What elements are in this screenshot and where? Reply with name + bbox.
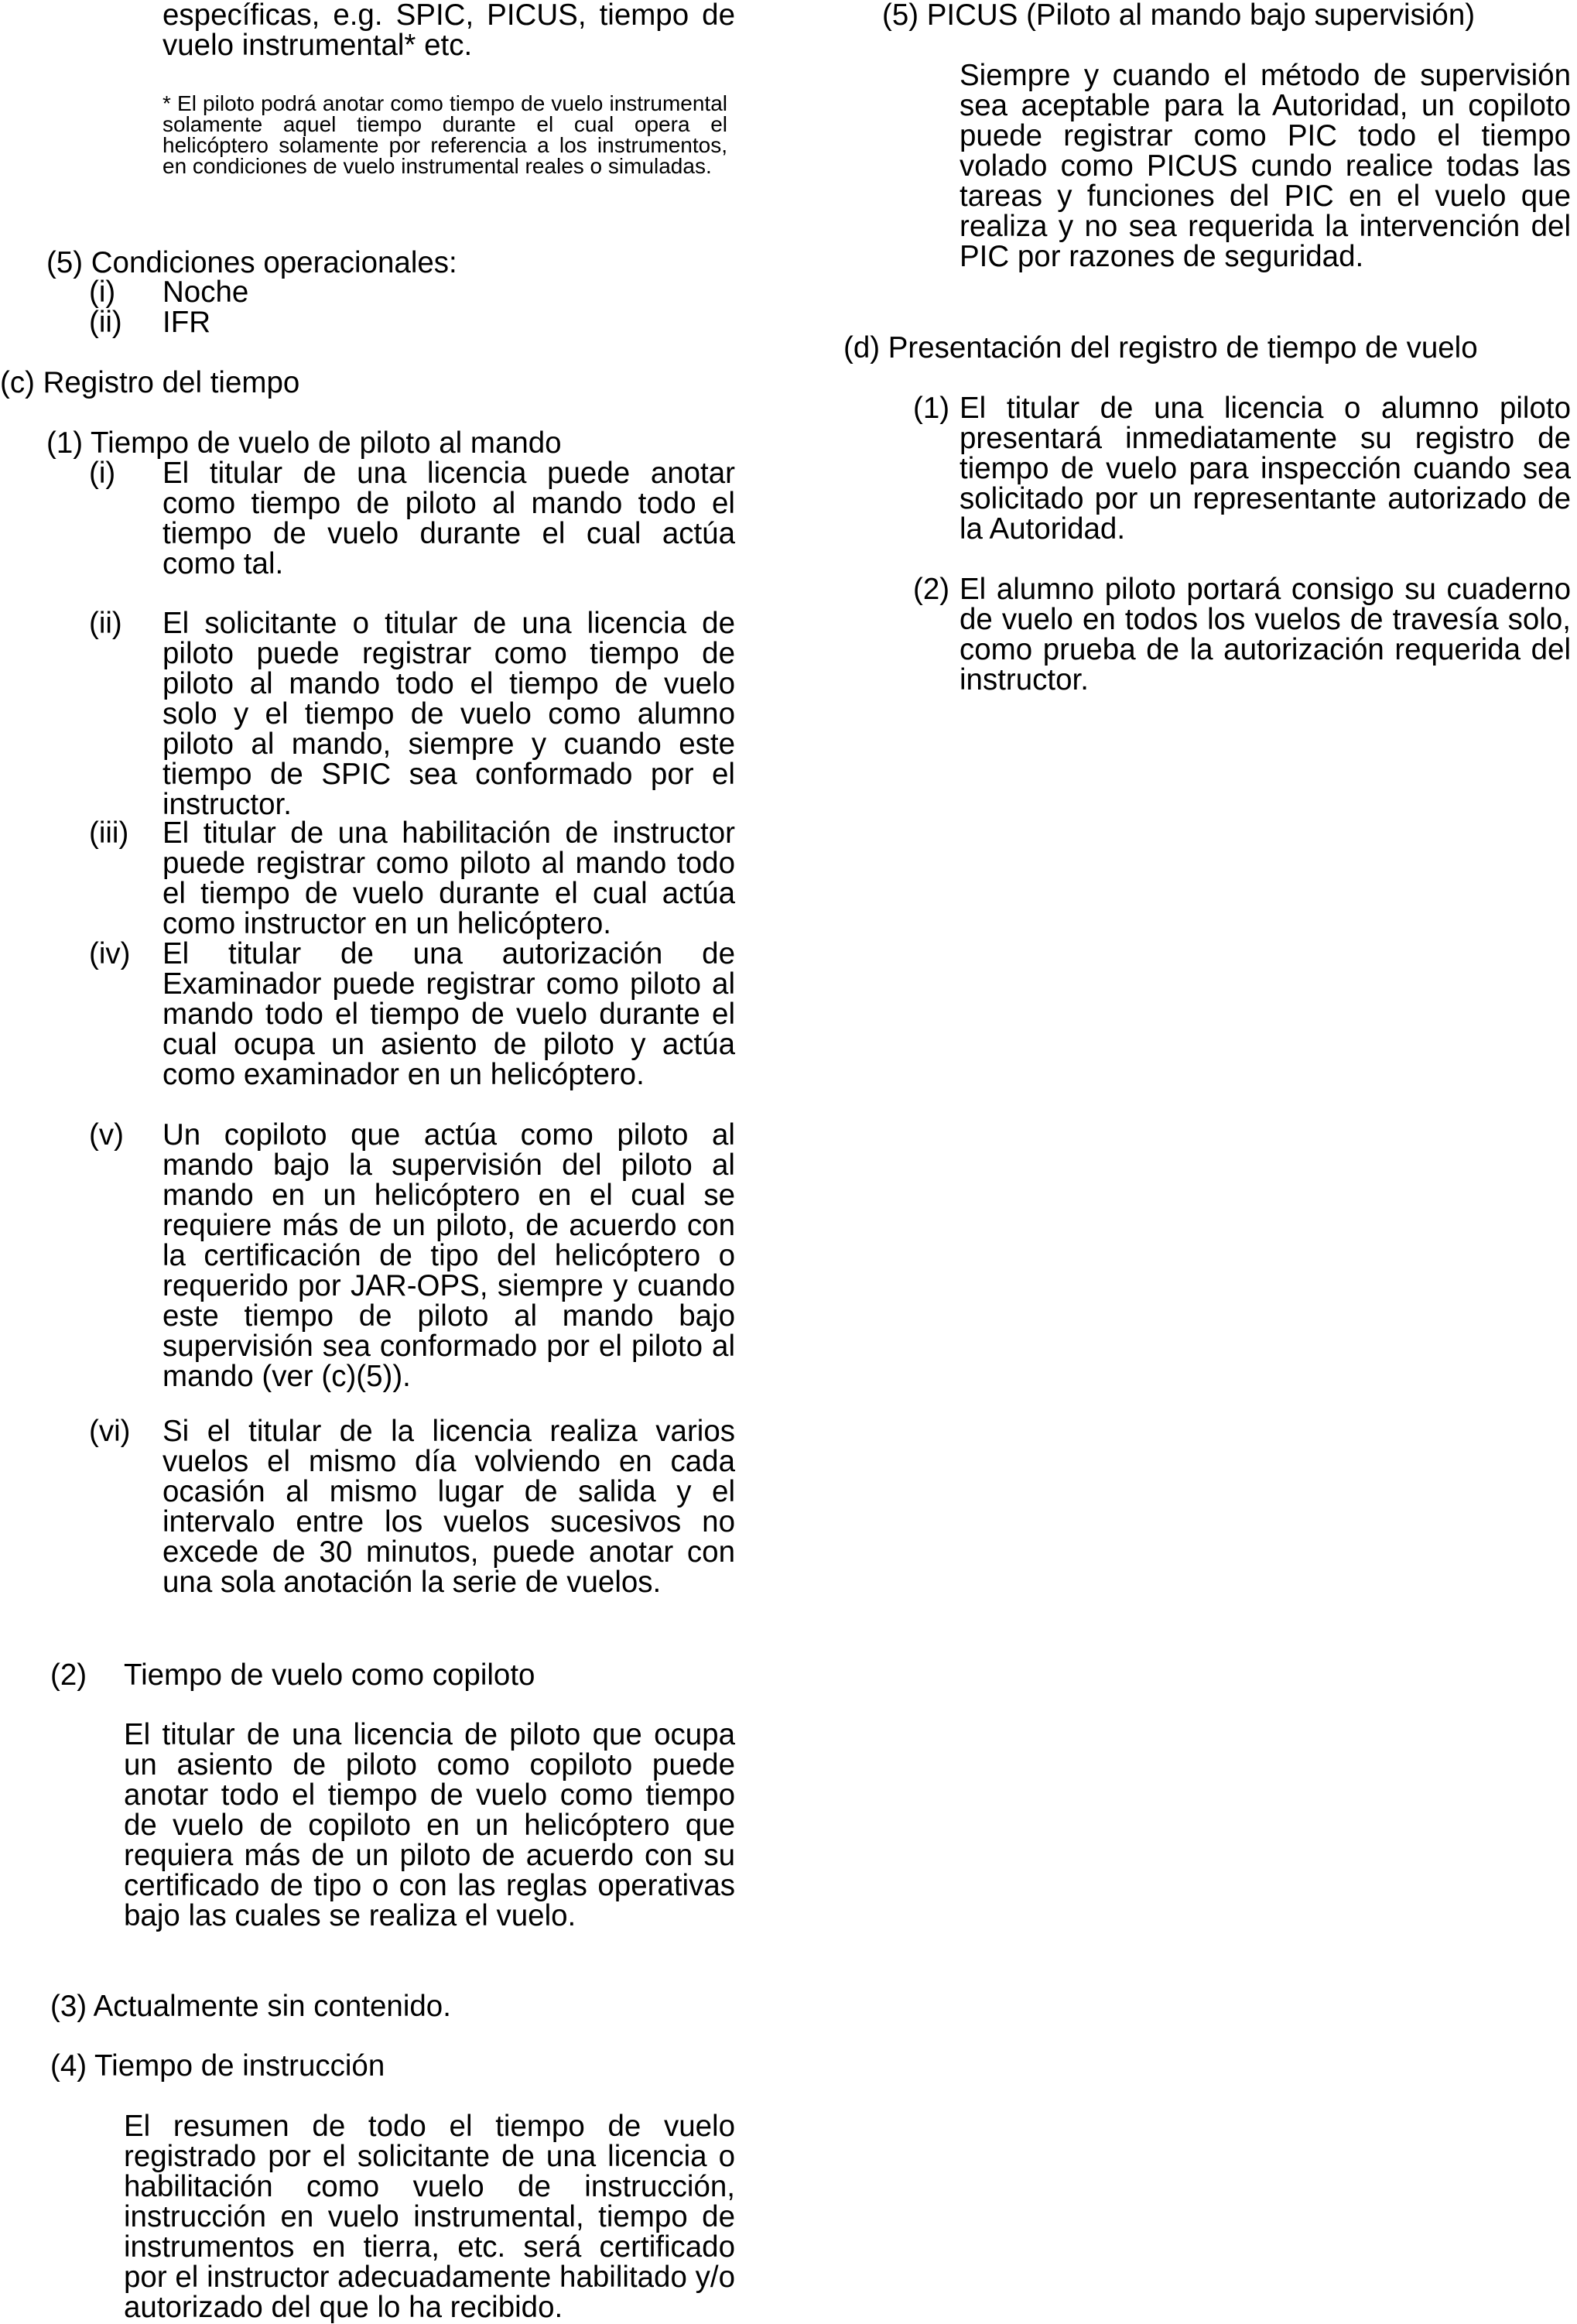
item-label: (i)	[89, 457, 116, 490]
condition-item-night	[89, 277, 553, 308]
item-label: (ii)	[89, 607, 122, 640]
c1-item-ii	[89, 607, 735, 821]
item-label: (ii)	[89, 306, 122, 339]
operational-conditions-heading: (5) Condiciones operacionales:	[46, 246, 457, 279]
item-text: Si el titular de la licencia realiza varios vuelos el mismo día volviendo en cada ocasión al mismo lugar de salida y el intervalo entre los vuelos sucesivos no excede de 30 minutos, puede anotar con una sola anotación la serie de vuelos.	[162, 1415, 735, 1599]
c4-heading: (4) Tiempo de instrucción	[50, 2049, 385, 2083]
item-label: (vi)	[89, 1415, 131, 1448]
item-text: Tiempo de vuelo como copiloto	[124, 1658, 535, 1692]
item-label: (iv)	[89, 937, 131, 970]
item-text: El alumno piloto portará consigo su cuaderno de vuelo en todos los vuelos de travesía solo, como prueba de la autorización requerida del instructor.	[960, 573, 1571, 697]
c2-body: El titular de una licencia de piloto que ocupa un asiento de piloto como copiloto puede anotar todo el tiempo de vuelo como tiempo de vuelo de copiloto en un helicóptero que requiera más de un piloto de acuerdo con su certificado de tipo o con las reglas operativas bajo las cuales se realiza el vuelo.	[124, 1718, 735, 1932]
section-d-heading: (d) Presentación del registro de tiempo de vuelo	[843, 331, 1478, 365]
item-text: El titular de una licencia puede anotar como tiempo de piloto al mando todo el tiempo de vuelo durante el cual actúa como tal.	[162, 457, 735, 580]
c1-item-v	[89, 1120, 735, 1422]
instrument-time-footnote: * El piloto podrá anotar como tiempo de vuelo instrumental solamente aquel tiempo durante el cual opera el helicóptero solamente por referencia a los instrumentos, en condiciones de vuelo instrumental reales o simuladas.	[162, 91, 727, 178]
item-text: IFR	[162, 306, 211, 339]
item-text: El solicitante o titular de una licencia de piloto puede registrar como tiempo de piloto al mando todo el tiempo de vuelo solo y el tiempo de vuelo como alumno piloto al mando, siempre y cuando este tiempo de SPIC sea conformado por el instructor.	[162, 607, 735, 821]
c1-heading: (1) Tiempo de vuelo de piloto al mando	[46, 426, 562, 460]
c5-picus-body: Siempre y cuando el método de supervisión sea aceptable para la Autoridad, un copiloto puede registrar como PIC todo el tiempo volado como PICUS cundo realice todas las tareas y funciones del PIC en el vuelo que realiza y no sea requerida la intervención del PIC por razones de seguridad.	[960, 59, 1571, 273]
c3-heading: (3) Actualmente sin contenido.	[50, 1990, 451, 2023]
item-text: Un copiloto que actúa como piloto al mando bajo la supervisión del piloto al mando en un helicóptero en el cual se requiere más de un piloto, de acuerdo con la certificación de tipo del helicóptero o requerido por JAR-OPS, siempre y cuando este tiempo de piloto al mando bajo supervisión sea conformado por el piloto al mando (ver (c)(5)).	[162, 1118, 735, 1393]
condition-item-ifr	[89, 307, 553, 338]
d-item-2	[913, 574, 1571, 698]
c1-item-i	[89, 458, 735, 582]
c1-item-iii	[89, 818, 735, 942]
c2-heading	[50, 1660, 669, 1691]
c4-body: El resumen de todo el tiempo de vuelo registrado por el solicitante de una licencia o habilitación como vuelo de instrucción, instrucción en vuelo instrumental, tiempo de instrumentos en tierra, etc. será certificado por el instructor adecuadamente habilitado y/o autorizado del que lo ha recibido.	[124, 2110, 735, 2324]
item-text: Noche	[162, 276, 249, 309]
item-text: El titular de una autorización de Examinador puede registrar como piloto al mando todo el tiempo de vuelo durante el cual ocupa un asiento de piloto y actúa como examinador en un helicóptero.	[162, 937, 735, 1091]
item-label: (iii)	[89, 816, 129, 850]
item-label: (2)	[50, 1658, 87, 1692]
intro-paragraph: específicas, e.g. SPIC, PICUS, tiempo de vuelo instrumental* etc.	[162, 0, 735, 62]
item-label: (i)	[89, 276, 116, 309]
item-text: El titular de una licencia o alumno piloto presentará inmediatamente su registro de tiempo de vuelo para inspección cuando sea solicitado por un representante autorizado de la Autoridad.	[960, 392, 1571, 546]
c1-item-iv	[89, 939, 735, 1094]
item-label: (1)	[913, 392, 950, 425]
item-label: (v)	[89, 1118, 124, 1152]
c5-picus-heading: (5) PICUS (Piloto al mando bajo supervisión)	[882, 0, 1476, 32]
section-c-heading: (c) Registro del tiempo	[0, 366, 300, 399]
c1-item-vi	[89, 1416, 735, 1633]
item-label: (2)	[913, 573, 950, 606]
d-item-1	[913, 393, 1571, 548]
item-text: El titular de una habilitación de instructor puede registrar como piloto al mando todo el tiempo de vuelo durante el cual actúa como instructor en un helicóptero.	[162, 816, 735, 940]
